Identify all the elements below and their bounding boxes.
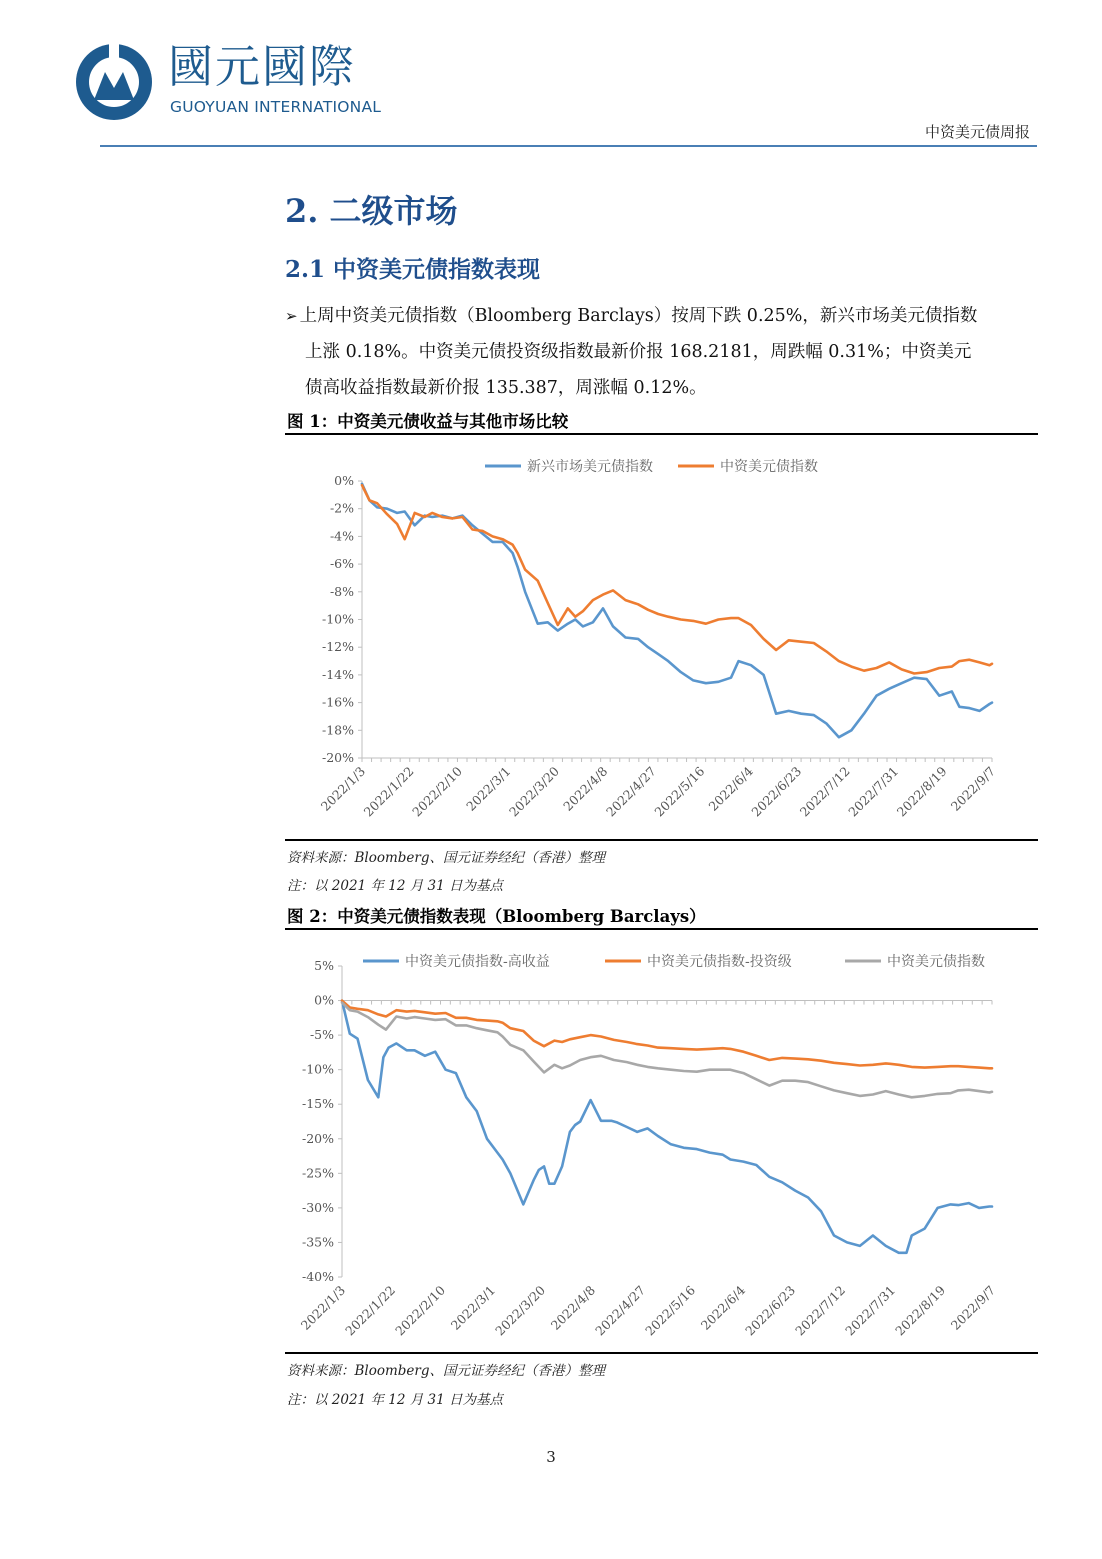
chart2-y-tick-label: -25%	[301, 1165, 334, 1181]
figure-1-title: 图 1：中资美元债收益与其他市场比较	[287, 412, 569, 431]
chart2-y-tick-label: -15%	[301, 1096, 334, 1112]
chart2-x-tick-label: 2022/3/1	[447, 1282, 499, 1333]
chart1-x-tick-label: 2022/1/3	[317, 763, 369, 814]
chart1-x-tick-label: 2022/6/23	[748, 763, 805, 820]
chart1-x-tick-label: 2022/2/10	[409, 763, 466, 820]
summary-paragraph	[285, 298, 1037, 406]
chart2-x-tick-label: 2022/5/16	[642, 1282, 699, 1339]
chart2-x-tick-label: 2022/3/20	[492, 1282, 549, 1339]
chart2-y-tick-label: 0%	[314, 992, 334, 1008]
chart1-x-tick-label: 2022/9/7	[947, 763, 999, 814]
chart2-series-3-line	[342, 1003, 992, 1098]
chart2-y-tick-label: -40%	[301, 1269, 334, 1284]
chart2-y-tick-label: 5%	[314, 958, 334, 973]
chart1-y-tick-label: -12%	[321, 639, 354, 655]
chart1-x-tick-label: 2022/1/22	[360, 763, 417, 820]
chart1-legend-label: 中资美元债指数	[720, 459, 818, 475]
chart2-x-tick-label: 2022/6/23	[742, 1282, 799, 1339]
chart2-y-tick-label: -5%	[309, 1027, 334, 1043]
chart1-x-tick-label: 2022/5/16	[651, 763, 708, 820]
chart2-y-tick-label: -30%	[301, 1199, 334, 1215]
figure-2-top-rule	[285, 928, 1038, 930]
chart1-y-tick-label: -6%	[329, 556, 354, 572]
figure-2-note: 注：以 2021 年 12 月 31 日为基点	[287, 1392, 503, 1408]
bullet-arrow-icon: ➢	[285, 307, 298, 325]
company-logo	[74, 42, 158, 122]
figure-2-source: 资料来源：Bloomberg、国元证券经纪（香港）整理	[287, 1363, 606, 1379]
chart2-x-tick-label: 2022/6/4	[697, 1282, 749, 1333]
chart2-y-tick-label: -10%	[301, 1061, 334, 1077]
chart2-legend-label: 中资美元债指数	[887, 954, 985, 970]
summary-line-2: 上涨 0.18%。中资美元债投资级指数最新价报 168.2181，周跌幅 0.31%；中资美元	[305, 342, 972, 362]
chart2-x-tick-label: 2022/4/27	[592, 1282, 649, 1339]
chart1-y-tick-label: -2%	[329, 500, 354, 516]
chart1-series-1-line	[362, 484, 992, 737]
chart1-y-tick-label: -4%	[329, 528, 354, 544]
chart2-x-tick-label: 2022/2/10	[392, 1282, 449, 1339]
figure-1-note: 注：以 2021 年 12 月 31 日为基点	[287, 878, 503, 894]
figure-1-source: 资料来源：Bloomberg、国元证券经纪（香港）整理	[287, 850, 606, 866]
chart1-legend-label: 新兴市场美元债指数	[527, 459, 653, 475]
page-number: 3	[546, 1448, 556, 1466]
chart2-series-1-line	[342, 1001, 992, 1253]
figure-2-title: 图 2：中资美元债指数表现（Bloomberg Barclays）	[287, 907, 706, 926]
chart2-x-tick-label: 2022/7/12	[792, 1282, 849, 1339]
chart1-y-tick-label: -18%	[321, 722, 354, 738]
chart1-x-tick-label: 2022/6/4	[705, 763, 756, 814]
chart1-y-tick-label: -20%	[321, 750, 354, 765]
figure-2-chart	[285, 936, 1038, 1352]
chart2-x-tick-label: 2022/7/31	[842, 1282, 899, 1339]
chart1-x-tick-label: 2022/7/12	[796, 763, 853, 820]
chart2-y-tick-label: -20%	[301, 1130, 334, 1146]
chart1-x-tick-label: 2022/4/27	[602, 763, 659, 820]
chart2-legend-label: 中资美元债指数-高收益	[405, 954, 550, 970]
chart1-y-tick-label: -16%	[321, 694, 354, 710]
section-heading: 2. 二级市场	[285, 192, 458, 230]
logo-english-text: GUOYUAN INTERNATIONAL	[170, 98, 382, 116]
logo-notch	[109, 42, 119, 70]
chart1-series-2-line	[362, 485, 992, 673]
logo-chinese-text: 國元國際	[168, 40, 357, 93]
summary-line-1: 上周中资美元债指数（Bloomberg Barclays）按周下跌 0.25%，新兴市场美元债指数	[299, 306, 978, 326]
chart2-y-tick-label: -35%	[301, 1234, 334, 1250]
chart1-x-tick-label: 2022/8/19	[893, 763, 950, 820]
chart1-y-tick-label: -10%	[321, 611, 354, 627]
chart2-x-tick-label: 2022/1/3	[297, 1282, 349, 1333]
chart1-y-tick-label: -8%	[329, 583, 354, 599]
subsection-heading: 2.1 中资美元债指数表现	[285, 256, 541, 283]
summary-line-3: 债高收益指数最新价报 135.387，周涨幅 0.12%。	[305, 378, 707, 398]
chart1-x-tick-label: 2022/3/20	[506, 763, 562, 820]
chart1-x-tick-label: 2022/7/31	[845, 763, 902, 820]
chart1-y-tick-label: 0%	[334, 473, 354, 488]
header-divider	[100, 145, 1037, 147]
figure-1-top-rule	[285, 433, 1038, 435]
chart2-legend-label: 中资美元债指数-投资级	[647, 954, 792, 970]
chart2-x-tick-label: 2022/4/8	[547, 1282, 599, 1333]
figure-1-chart	[285, 440, 1038, 838]
document-title: 中资美元债周报	[924, 123, 1030, 141]
chart1-x-tick-label: 2022/4/8	[560, 763, 611, 814]
figure-2-bottom-rule	[285, 1352, 1038, 1354]
figure-1-bottom-rule	[285, 839, 1038, 841]
chart2-x-tick-label: 2022/1/22	[342, 1282, 399, 1339]
chart1-y-tick-label: -14%	[321, 666, 354, 682]
chart2-x-tick-label: 2022/8/19	[892, 1282, 949, 1339]
chart2-x-tick-label: 2022/9/7	[947, 1282, 999, 1333]
chart1-x-tick-label: 2022/3/1	[463, 763, 514, 814]
